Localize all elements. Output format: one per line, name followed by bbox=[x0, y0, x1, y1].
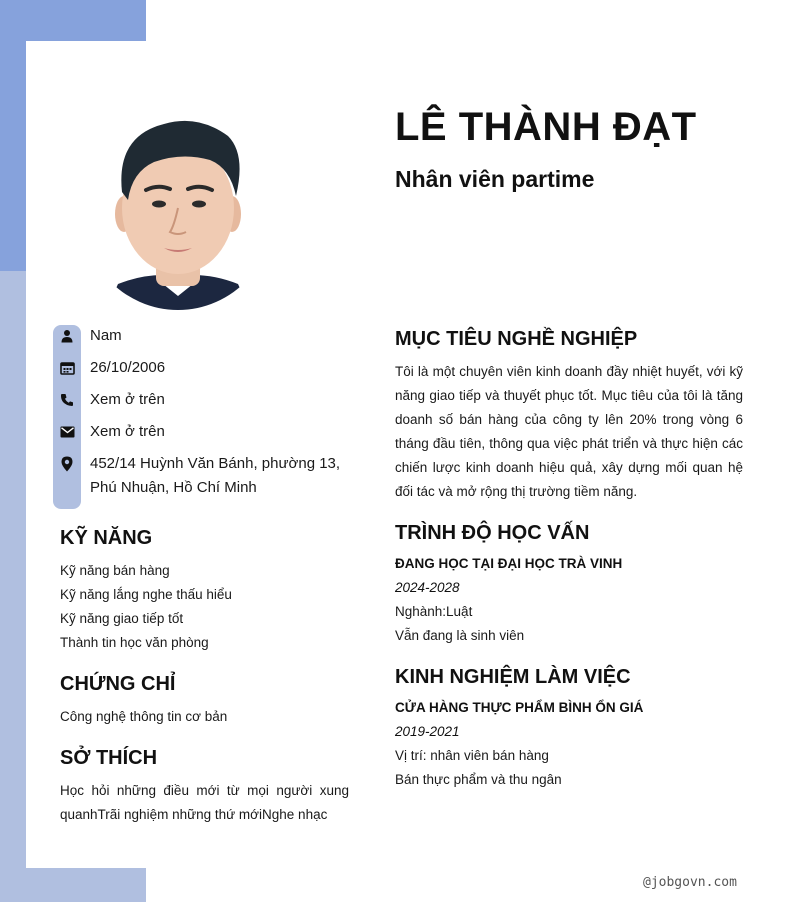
objective-text: Tôi là một chuyên viên kinh doanh đầy nhiệt huyết, với kỹ năng giao tiếp và thuyết phục tốt. Mục tiêu của tôi là tăng doanh số bán hàng của công ty lên 20% trong vòng 6 tháng đầu tiên, thông qua việc phát triển và thực hiện các chiến lược kinh doanh hiệu quả, xây dựng mối quan hệ đối tác và mở rộng thị trường tiềm năng. bbox=[395, 364, 743, 499]
experience-company: CỬA HÀNG THỰC PHẨM BÌNH ỔN GIÁ bbox=[395, 700, 644, 715]
education-major: Nghành:Luật bbox=[395, 604, 473, 619]
certificate-item: Công nghệ thông tin cơ bản bbox=[60, 709, 228, 724]
experience-title: KINH NGHIỆM LÀM VIỆC bbox=[395, 666, 631, 688]
address-value: 452/14 Huỳnh Văn Bánh, phường 13, Phú Nhuận, Hồ Chí Minh bbox=[90, 455, 341, 496]
contact-address bbox=[53, 452, 353, 500]
skill-item: Thành tin học văn phòng bbox=[60, 635, 209, 650]
skills-title: KỸ NĂNG bbox=[60, 527, 153, 549]
contact-phone bbox=[53, 388, 353, 412]
skill-item: Kỹ năng bán hàng bbox=[60, 563, 170, 578]
envelope-icon bbox=[53, 420, 81, 444]
contact-email bbox=[53, 420, 353, 444]
objective-title: MỤC TIÊU NGHỀ NGHIỆP bbox=[395, 328, 638, 350]
skills-list bbox=[60, 559, 232, 655]
hobbies-text: Học hỏi những điều mới từ mọi người xung quanhTrãi nghiệm những thứ mớiNghe nhạc bbox=[60, 783, 349, 822]
cv-page bbox=[26, 41, 790, 868]
skill-item: Kỹ năng giao tiếp tốt bbox=[60, 611, 184, 626]
contact-birthday bbox=[53, 356, 353, 380]
profile-photo bbox=[78, 96, 278, 310]
experience-position: Vị trí: nhân viên bán hàng bbox=[395, 748, 549, 763]
phone-icon bbox=[53, 388, 81, 412]
certificates-list bbox=[60, 705, 227, 729]
hobbies-title: SỞ THÍCH bbox=[60, 747, 158, 769]
certificates-title: CHỨNG CHỈ bbox=[60, 673, 176, 695]
contact-gender bbox=[53, 324, 353, 348]
calendar-icon bbox=[53, 356, 81, 380]
education-note: Vẫn đang là sinh viên bbox=[395, 628, 525, 643]
candidate-role: Nhân viên partime bbox=[395, 166, 595, 192]
experience-period: 2019-2021 bbox=[395, 724, 460, 739]
skill-item: Kỹ năng lắng nghe thấu hiểu bbox=[60, 587, 232, 602]
experience-duty: Bán thực phẩm và thu ngân bbox=[395, 772, 562, 787]
email-value: Xem ở trên bbox=[90, 423, 165, 440]
phone-value: Xem ở trên bbox=[90, 391, 165, 408]
candidate-name: LÊ THÀNH ĐẠT bbox=[395, 105, 697, 149]
birthday-value: 26/10/2006 bbox=[90, 359, 166, 376]
watermark-text: @jobgovn.com bbox=[643, 875, 737, 890]
education-title: TRÌNH ĐỘ HỌC VẤN bbox=[395, 522, 590, 544]
education-period: 2024-2028 bbox=[395, 580, 460, 595]
gender-value: Nam bbox=[90, 327, 122, 344]
person-icon bbox=[53, 324, 81, 348]
education-school: ĐANG HỌC TẠI ĐẠI HỌC TRÀ VINH bbox=[395, 556, 623, 571]
location-pin-icon bbox=[53, 452, 81, 476]
